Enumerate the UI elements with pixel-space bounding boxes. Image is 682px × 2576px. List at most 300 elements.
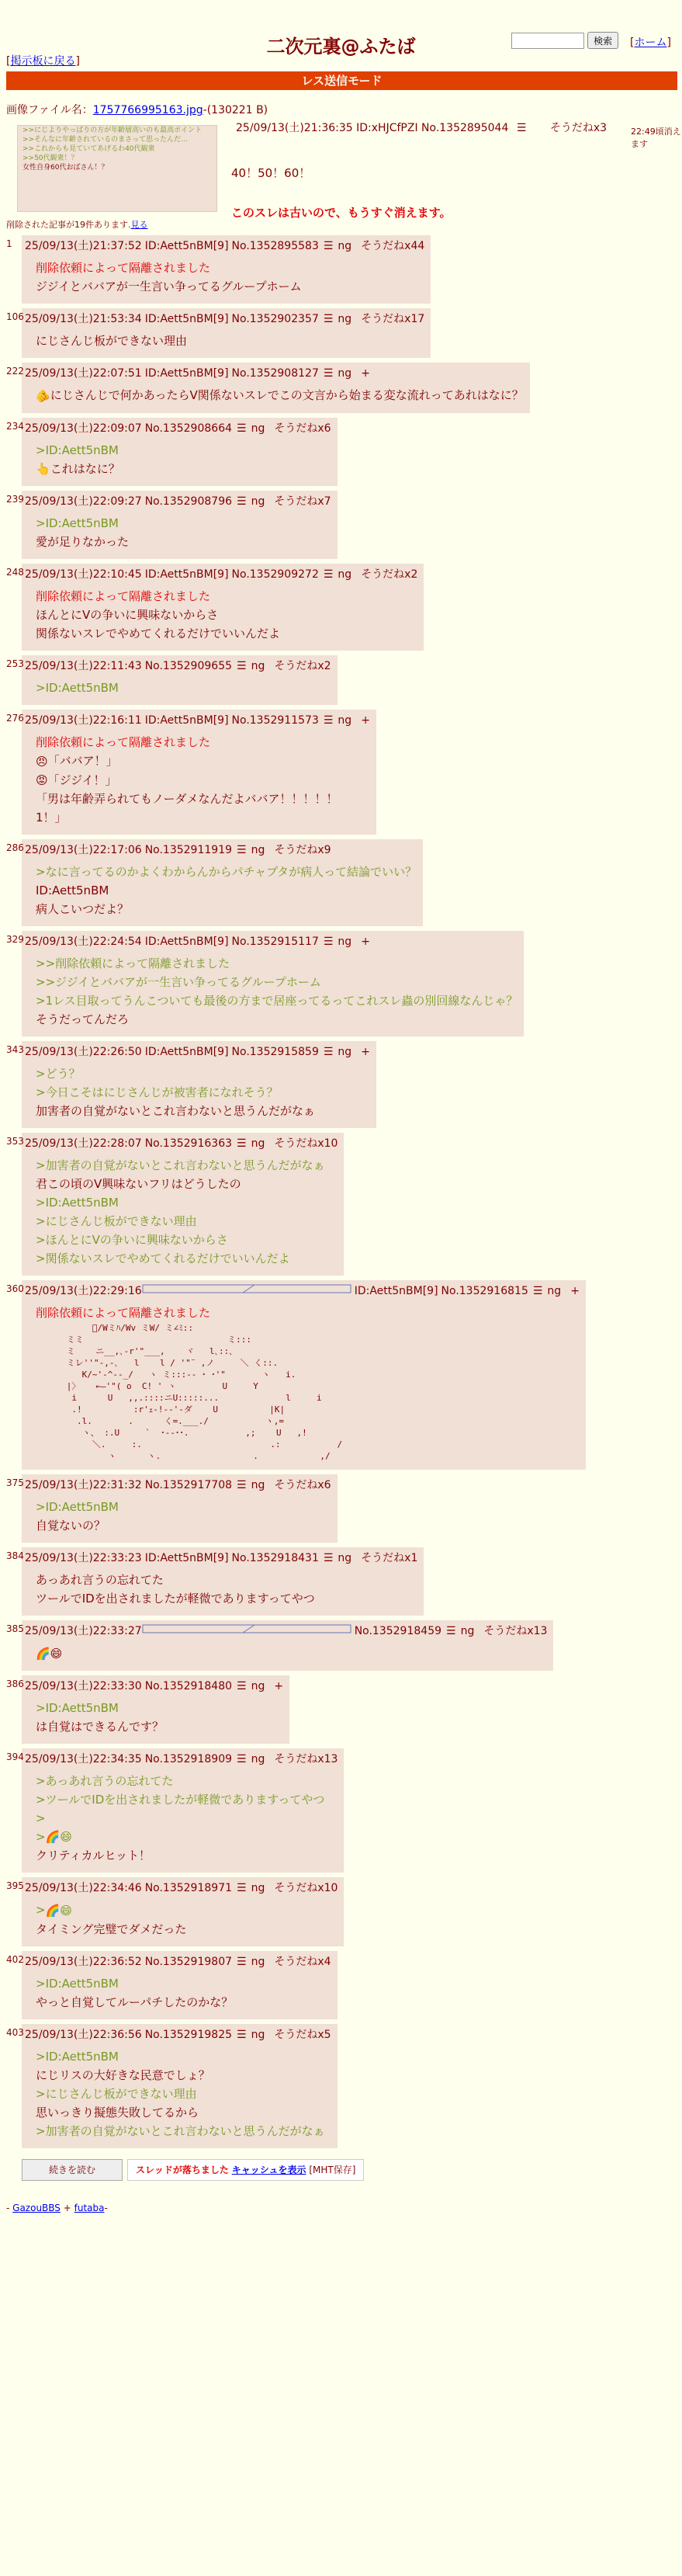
ng-link[interactable]: ng [251, 2028, 265, 2041]
ng-link[interactable]: ng [338, 1552, 352, 1564]
reply-text: 1！」 [36, 811, 67, 825]
reply-body [25, 1493, 331, 1540]
reply-index: 375 [6, 1477, 24, 1488]
reply-text: 削除依頼によって隔離されました [36, 735, 211, 749]
reply-header [25, 842, 417, 858]
reply-line [36, 900, 417, 918]
menu-icon[interactable]: ☰ [323, 714, 334, 727]
op-file-size: -(130221 B) [203, 104, 268, 116]
reply-box [22, 1041, 376, 1128]
reply-line [36, 1717, 283, 1736]
reply-no[interactable]: No.1352895583 [231, 240, 319, 252]
menu-icon[interactable]: ☰ [237, 1882, 247, 1894]
soudane-button[interactable]: + [361, 936, 370, 948]
soudane-button[interactable]: + [361, 714, 370, 727]
reply-box [22, 363, 530, 413]
ng-link[interactable]: ng [251, 495, 265, 508]
menu-icon[interactable]: ☰ [237, 660, 247, 672]
reply-mode-banner: レス送信モード [6, 71, 677, 90]
menu-icon[interactable]: ☰ [237, 1137, 247, 1150]
soudane-button[interactable]: そうだねx6 [274, 1479, 331, 1491]
reply-line [36, 991, 518, 1010]
ascii-art: ﾞ/Wミﾊ/Wv ミW/ ミ∠ﾐ:: ミミ ミ::: ミ ニ__,､-r'"___, ヾ l､::､ ミレ''"-,-､ l l / '"¨ ,ノ ＼ く::. K/~'-^--_/ ヽ ミ:::-- ･ ･'" ヽ i. |〉 ←―'"( o C! ' ヽ U Y i U ,,.::::ニU:::::... l i .! :r'ｪ-!--'-ダ U |K| .l. . く=.___./ ヽ,= ヽ、 :.U ` ･--･･. ,; U ,! ＼. :. .: / ヽ ヽ. . ,/ [66, 1323, 343, 1461]
soudane-button[interactable]: + [274, 1679, 284, 1692]
menu-icon[interactable]: ☰ [323, 568, 334, 581]
reply-no[interactable]: No.1352915117 [231, 936, 319, 948]
reply-line [36, 771, 370, 790]
reply-no[interactable]: No.1352908664 [144, 422, 233, 435]
op-no[interactable]: No.1352895044 [421, 122, 509, 134]
menu-icon[interactable]: ☰ [323, 1046, 334, 1058]
reply-text: 「ババア！」 [47, 754, 118, 768]
reply-date: 25/09/13(土)22:26:50 [25, 1046, 142, 1058]
op-date: 25/09/13(土)21:36:35 [236, 122, 353, 134]
reply-index: 403 [6, 2026, 24, 2038]
ng-link[interactable]: ng [338, 240, 352, 252]
search-input[interactable] [511, 33, 584, 49]
thumb-line: >>50代観衆！？ [23, 154, 78, 162]
reply-box [22, 655, 338, 705]
menu-icon[interactable]: ☰ [237, 1479, 247, 1491]
op-file-link[interactable]: 1757766995163.jpg [92, 104, 203, 116]
reply-post [0, 418, 682, 487]
reply-text: >ほんとにVの争いに興味ないからさ [36, 1233, 228, 1247]
search-form [511, 32, 618, 49]
home-link-wrap: [ホーム] [630, 36, 671, 49]
soudane-button[interactable]: + [570, 1285, 580, 1297]
ng-link[interactable]: ng [251, 1955, 265, 1968]
reply-body [25, 950, 518, 1033]
ng-link[interactable]: ng [338, 1046, 352, 1058]
reply-post [0, 363, 682, 413]
reply-no[interactable]: No.1352902357 [231, 313, 319, 325]
futaba-link[interactable]: futaba [74, 2202, 105, 2213]
reply-box [22, 491, 338, 559]
reply-text: >ID:Aett5nBM [36, 1196, 119, 1210]
credit-plus: + [60, 2202, 74, 2213]
reaction-icon: 🌈😄 [45, 1830, 72, 1844]
reply-text: >>削除依頼によって隔離されました [36, 956, 230, 970]
reply-index: 384 [6, 1550, 24, 1561]
reply-text: >ID:Aett5nBM [36, 1500, 119, 1514]
ng-link[interactable]: ng [251, 422, 265, 435]
op-file-line [6, 102, 682, 117]
reply-text: ほんとにVの争いに興味ないからさ [36, 608, 219, 622]
mht-save[interactable]: [MHT保存] [309, 2164, 356, 2175]
reply-body [25, 1970, 331, 2016]
reply-text: >にじさんじ板ができない理由 [36, 2086, 197, 2101]
reply-line [36, 1699, 283, 1717]
reply-box [22, 1280, 586, 1470]
reply-body [25, 2043, 331, 2145]
reply-header [25, 1550, 417, 1566]
reply-id[interactable]: ID:Aett5nBM[9] [144, 936, 229, 948]
ng-link[interactable]: ng [338, 568, 352, 581]
reply-index: 353 [6, 1136, 24, 1147]
reply-no[interactable]: No.1352911919 [144, 844, 233, 856]
op-old-warning: このスレは古いので、もうすぐ消えます。 [231, 206, 452, 220]
reaction-icon: 👆 [36, 462, 50, 476]
reply-line [36, 863, 417, 881]
reply-line [36, 1193, 338, 1212]
soudane-button[interactable]: そうだねx2 [274, 660, 331, 672]
menu-icon[interactable]: ☰ [323, 367, 334, 380]
soudane-button[interactable]: そうだねx4 [274, 1955, 331, 1968]
reply-body [25, 1639, 547, 1668]
reply-index: 248 [6, 567, 24, 578]
soudane-button[interactable]: そうだねx5 [274, 2028, 331, 2041]
thread-dropped-text: スレッドが落ちました [136, 2164, 229, 2175]
deleted-text: 削除された記事が19件あります. [6, 220, 131, 230]
reply-index: 106 [6, 311, 24, 322]
reply-text: >にじさんじ板ができない理由 [36, 1214, 197, 1228]
redacted-bar [142, 1283, 351, 1299]
reply-post [0, 1951, 682, 2019]
reply-id[interactable]: ID:Aett5nBM[9] [144, 714, 229, 727]
reply-line [36, 881, 417, 900]
soudane-button[interactable]: そうだねx1 [361, 1552, 418, 1564]
reply-line [36, 2122, 331, 2140]
menu-icon[interactable]: ☰ [323, 936, 334, 948]
reply-date: 25/09/13(土)21:53:34 [25, 313, 142, 325]
reply-text: 自覚ないの？ [36, 1519, 106, 1533]
reply-box [22, 1474, 338, 1543]
reply-no[interactable]: No.1352918480 [144, 1679, 233, 1692]
reply-text: 削除依頼によって隔離されました [36, 589, 211, 603]
reply-box [22, 710, 376, 835]
reply-date: 25/09/13(土)22:36:52 [25, 1955, 142, 1968]
reply-line [36, 259, 424, 277]
op-body: 40！50！60！ [231, 166, 311, 180]
reply-header [25, 1283, 580, 1299]
reply-text: >関係ないスレでやめてくれるだけでいいんだよ [36, 1252, 290, 1265]
reply-index: 222 [6, 366, 24, 377]
reply-line [36, 332, 424, 350]
reply-text: >>ジジイとババアが一生言い争ってるグループホーム [36, 975, 321, 989]
reply-header [25, 366, 524, 381]
soudane-button[interactable]: そうだねx44 [361, 240, 425, 252]
gazoubbs-link[interactable]: GazouBBS [12, 2202, 61, 2213]
credit-prefix: - [6, 2202, 13, 2213]
reply-line [36, 1010, 518, 1029]
reply-header [25, 1751, 338, 1767]
soudane-button[interactable]: そうだねx10 [274, 1882, 338, 1894]
reply-line [36, 1175, 338, 1193]
ng-link[interactable]: ng [460, 1625, 475, 1637]
soudane-button[interactable]: そうだねx7 [274, 495, 331, 508]
reply-text: >ツールでIDを出されましたが軽微でありますってやつ [36, 1792, 325, 1807]
show-deleted-link[interactable]: 見る [130, 220, 148, 230]
reply-date: 25/09/13(土)22:16:11 [25, 714, 142, 727]
reply-line [36, 533, 331, 551]
reply-box [22, 1877, 344, 1946]
reply-body [25, 1566, 417, 1613]
reply-no[interactable]: No.1352918971 [144, 1882, 233, 1894]
reply-text: 思いっきり擬態失敗してるから [36, 2105, 199, 2119]
soudane-button[interactable]: そうだねx13 [274, 1752, 338, 1765]
reply-body [25, 509, 331, 556]
menu-icon[interactable]: ☰ [237, 1955, 247, 1968]
reply-line [36, 587, 417, 606]
reply-line [36, 441, 331, 460]
reply-header [25, 1623, 547, 1639]
reply-line [36, 1083, 370, 1102]
reply-post [0, 655, 682, 705]
reply-text: タイミング完璧でダメだった [36, 1922, 187, 1936]
reply-no[interactable]: No.1352916363 [144, 1137, 233, 1150]
reply-date: 25/09/13(土)22:33:27 [25, 1625, 142, 1637]
ng-link[interactable]: ng [338, 714, 352, 727]
soudane-button[interactable]: そうだねx6 [274, 422, 331, 435]
reply-line [36, 1790, 338, 1809]
reply-box [22, 839, 423, 926]
reply-text: 削除依頼によって隔離されました [36, 1306, 211, 1320]
reply-index: 402 [6, 1953, 24, 1965]
menu-icon[interactable]: ☰ [237, 1752, 247, 1765]
credit-line [6, 2203, 682, 2213]
reply-text: 病人こいつだよ？ [36, 902, 130, 916]
reply-header [25, 421, 331, 436]
reply-line [36, 1809, 338, 1828]
reply-body [25, 1767, 338, 1870]
reply-no[interactable]: No.1352909655 [144, 660, 233, 672]
reply-line [36, 752, 370, 771]
reply-index: 386 [6, 1678, 24, 1689]
reply-id[interactable]: ID:Aett5nBM[9] [144, 1552, 229, 1564]
reply-body [25, 1694, 283, 1741]
reply-line [36, 2066, 331, 2085]
reply-header [25, 1477, 331, 1493]
reply-date: 25/09/13(土)22:09:27 [25, 495, 142, 508]
back-to-board-link[interactable]: 掲示板に戻る [10, 55, 76, 68]
reply-index: 385 [6, 1623, 24, 1634]
menu-icon[interactable]: ☰ [237, 495, 247, 508]
reply-index: 343 [6, 1044, 24, 1055]
reply-text: 愛が足りなかった [36, 535, 130, 549]
site-title: 二次元裏@ふたば [266, 36, 416, 57]
thumb-line: >>これからも見ていてあげるわ40代観衆 [23, 145, 155, 153]
reply-box [22, 1675, 289, 1744]
menu-icon[interactable]: ☰ [237, 422, 247, 435]
soudane-button[interactable]: そうだねx2 [361, 568, 418, 581]
reply-text: >ID:Aett5nBM [36, 1700, 119, 1715]
reply-text: 「男は年齢弄られてもノーダメなんだよババア！！！！！ [36, 792, 338, 806]
reply-post [0, 1474, 682, 1543]
reply-index: 276 [6, 713, 24, 724]
reply-post [0, 1280, 682, 1470]
reply-line [36, 2103, 331, 2122]
reply-no[interactable]: No.1352915859 [231, 1046, 319, 1058]
soudane-button[interactable]: そうだねx17 [361, 313, 425, 325]
reply-text: >1レス目取ってうんこついても最後の方まで居座ってるってこれスレ蟲の別回線なんじゃ？ [36, 994, 518, 1008]
reply-no[interactable]: No.1352919825 [144, 2028, 233, 2041]
reply-text: クリティカルヒット！ [36, 1849, 151, 1863]
reply-body [25, 1060, 370, 1125]
menu-icon[interactable]: ☰ [237, 1679, 247, 1692]
reply-post [0, 235, 682, 304]
reply-id[interactable]: ID:Aett5nBM[9] [144, 240, 229, 252]
ng-link[interactable]: ng [251, 844, 265, 856]
reply-no[interactable]: No.1352908127 [231, 367, 319, 380]
ng-link[interactable]: ng [251, 1752, 265, 1765]
reply-no[interactable]: No.1352917708 [144, 1479, 233, 1491]
reply-date: 25/09/13(土)22:07:51 [25, 367, 142, 380]
reply-text: >ID:Aett5nBM [36, 2049, 119, 2064]
reply-text: >加害者の自覚がないとこれ言わないと思うんだがなぁ [36, 2123, 325, 2138]
reply-date: 25/09/13(土)22:24:54 [25, 936, 142, 948]
reply-id[interactable]: ID:Aett5nBM[9] [144, 367, 229, 380]
reply-index: 234 [6, 420, 24, 432]
back-link-wrap: [掲示板に戻る] [6, 55, 80, 68]
ng-link[interactable]: ng [338, 313, 352, 325]
reply-post [0, 839, 682, 926]
menu-icon[interactable]: ☰ [532, 1285, 543, 1297]
ng-link[interactable]: ng [251, 1679, 265, 1692]
reply-date: 25/09/13(土)22:28:07 [25, 1137, 142, 1150]
reply-header [25, 1044, 370, 1060]
reaction-icon: 😠 [36, 754, 48, 769]
ng-link[interactable]: ng [251, 1882, 265, 1894]
reply-index: 360 [6, 1283, 24, 1294]
ng-link[interactable]: ng [251, 1479, 265, 1491]
reply-line [36, 1993, 331, 2012]
reply-id[interactable]: ID:Aett5nBM[9] [144, 1046, 229, 1058]
cache-link[interactable]: キャッシュを表示 [231, 2164, 306, 2175]
reply-no[interactable]: No.1352918431 [231, 1552, 319, 1564]
reply-text: >ID:Aett5nBM [36, 443, 119, 457]
reply-text: 削除依頼によって隔離されました [36, 261, 211, 275]
reply-text: 君この頃のV興味ないフリはどうしたの [36, 1177, 241, 1191]
reply-post [0, 1041, 682, 1128]
menu-icon[interactable]: ☰ [323, 1552, 334, 1564]
reply-body [25, 436, 331, 484]
credit-suffix: - [104, 2202, 108, 2213]
reply-line [36, 954, 518, 973]
ng-link[interactable]: ng [251, 1137, 265, 1150]
reply-no[interactable]: No.1352909272 [231, 568, 319, 581]
reply-post [0, 308, 682, 358]
menu-icon[interactable]: ☰ [237, 844, 247, 856]
menu-icon[interactable]: ☰ [446, 1625, 456, 1637]
reply-line [36, 1064, 370, 1083]
ng-link[interactable]: ng [251, 660, 265, 672]
reply-header [25, 1679, 283, 1694]
soudane-button[interactable]: そうだねx9 [274, 844, 331, 856]
ng-link[interactable]: ng [338, 367, 352, 380]
home-link[interactable]: ホーム [634, 36, 667, 49]
reply-body [25, 582, 417, 647]
reply-no[interactable]: No.1352919807 [144, 1955, 233, 1968]
reply-text: >ID:Aett5nBM [36, 516, 119, 530]
thread-dropped-box [127, 2159, 364, 2181]
reply-text: > [36, 1829, 46, 1844]
reply-id[interactable]: ID:Aett5nBM[9] [354, 1285, 438, 1297]
reply-text: 加害者の自覚がないとこれ言わないと思うんだがなぁ [36, 1104, 316, 1118]
reply-header [25, 494, 331, 509]
reply-line [36, 808, 370, 827]
reply-body [25, 254, 424, 300]
op-soudane[interactable]: そうだねx3 [549, 122, 608, 134]
reply-index: 329 [6, 934, 24, 945]
thumb-line: 女性自身60代おばさん！？ [23, 164, 109, 172]
reaction-icon: 😡 [36, 773, 48, 787]
menu-icon[interactable]: ☰ [237, 2028, 247, 2041]
menu-icon[interactable]: ☰ [323, 313, 334, 325]
reply-no[interactable]: No.1352911573 [231, 714, 319, 727]
reply-no[interactable]: No.1352918459 [354, 1625, 442, 1637]
reply-post [0, 1675, 682, 1744]
reply-text: ツールでIDを出されましたが軽微でありますってやつ [36, 1592, 315, 1606]
reply-text: >ID:Aett5nBM [36, 681, 119, 695]
reply-body [25, 858, 417, 923]
reply-line [36, 679, 331, 697]
reply-box [22, 235, 431, 304]
reply-box [22, 1133, 344, 1276]
op-menu-icon[interactable]: ☰ [516, 122, 527, 134]
reply-line [36, 1231, 338, 1249]
ng-link[interactable]: ng [547, 1285, 562, 1297]
reply-line [36, 277, 424, 296]
reply-date: 25/09/13(土)22:29:16 [25, 1285, 142, 1297]
reply-line [36, 1571, 417, 1589]
reply-text: あっあれ言うの忘れてた [36, 1573, 164, 1587]
thumb-line: >>にじよりやっぱりの方が年齢層高いのも最高ポイント [23, 127, 203, 134]
reply-text: これはなに？ [50, 461, 120, 476]
reply-index: 253 [6, 658, 24, 669]
soudane-button[interactable]: + [361, 1046, 370, 1058]
soudane-button[interactable]: そうだねx13 [483, 1625, 548, 1637]
reply-text: ジジイとババアが一生言い争ってるグループホーム [36, 279, 302, 293]
reply-body [25, 381, 524, 410]
reply-id[interactable]: ID:Aett5nBM[9] [144, 568, 229, 581]
reply-text: >ID:Aett5nBM [36, 1976, 119, 1991]
soudane-button[interactable]: そうだねx10 [274, 1137, 338, 1150]
reply-date: 25/09/13(土)22:36:56 [25, 2028, 142, 2041]
reply-body [25, 327, 424, 355]
reply-no[interactable]: No.1352918909 [144, 1752, 233, 1765]
reply-no[interactable]: No.1352916815 [441, 1285, 528, 1297]
reply-index: 395 [6, 1880, 24, 1891]
reply-header [25, 713, 370, 728]
reply-date: 25/09/13(土)22:09:07 [25, 422, 142, 435]
soudane-button[interactable]: + [361, 367, 370, 380]
reply-box [22, 1547, 424, 1616]
reply-text: >あっあれ言うの忘れてた [36, 1773, 174, 1788]
menu-icon[interactable]: ☰ [323, 240, 334, 252]
load-more-button[interactable]: 続きを読む [22, 2159, 123, 2181]
reply-no[interactable]: No.1352908796 [144, 495, 233, 508]
reply-text: >どう？ [36, 1067, 81, 1081]
reply-body [25, 1151, 338, 1272]
ng-link[interactable]: ng [338, 936, 352, 948]
reply-index: 286 [6, 842, 24, 853]
reply-line [36, 514, 331, 533]
search-button[interactable]: 検索 [587, 32, 618, 49]
reply-date: 25/09/13(土)22:33:23 [25, 1552, 142, 1564]
reply-id[interactable]: ID:Aett5nBM[9] [144, 313, 229, 325]
reply-box [22, 564, 424, 651]
reply-index: 1 [6, 238, 12, 249]
reply-box [22, 931, 524, 1036]
reply-text: 関係ないスレでやめてくれるだけでいいんだよ [36, 627, 281, 641]
reply-line [36, 1846, 338, 1865]
op-id: ID:xHJCfPZI [356, 122, 418, 134]
reply-header [25, 2027, 331, 2043]
reply-post [0, 1133, 682, 1276]
op-thumbnail[interactable] [17, 125, 217, 212]
reply-text: 「ジジイ！」 [47, 772, 117, 787]
reply-post [0, 1620, 682, 1671]
